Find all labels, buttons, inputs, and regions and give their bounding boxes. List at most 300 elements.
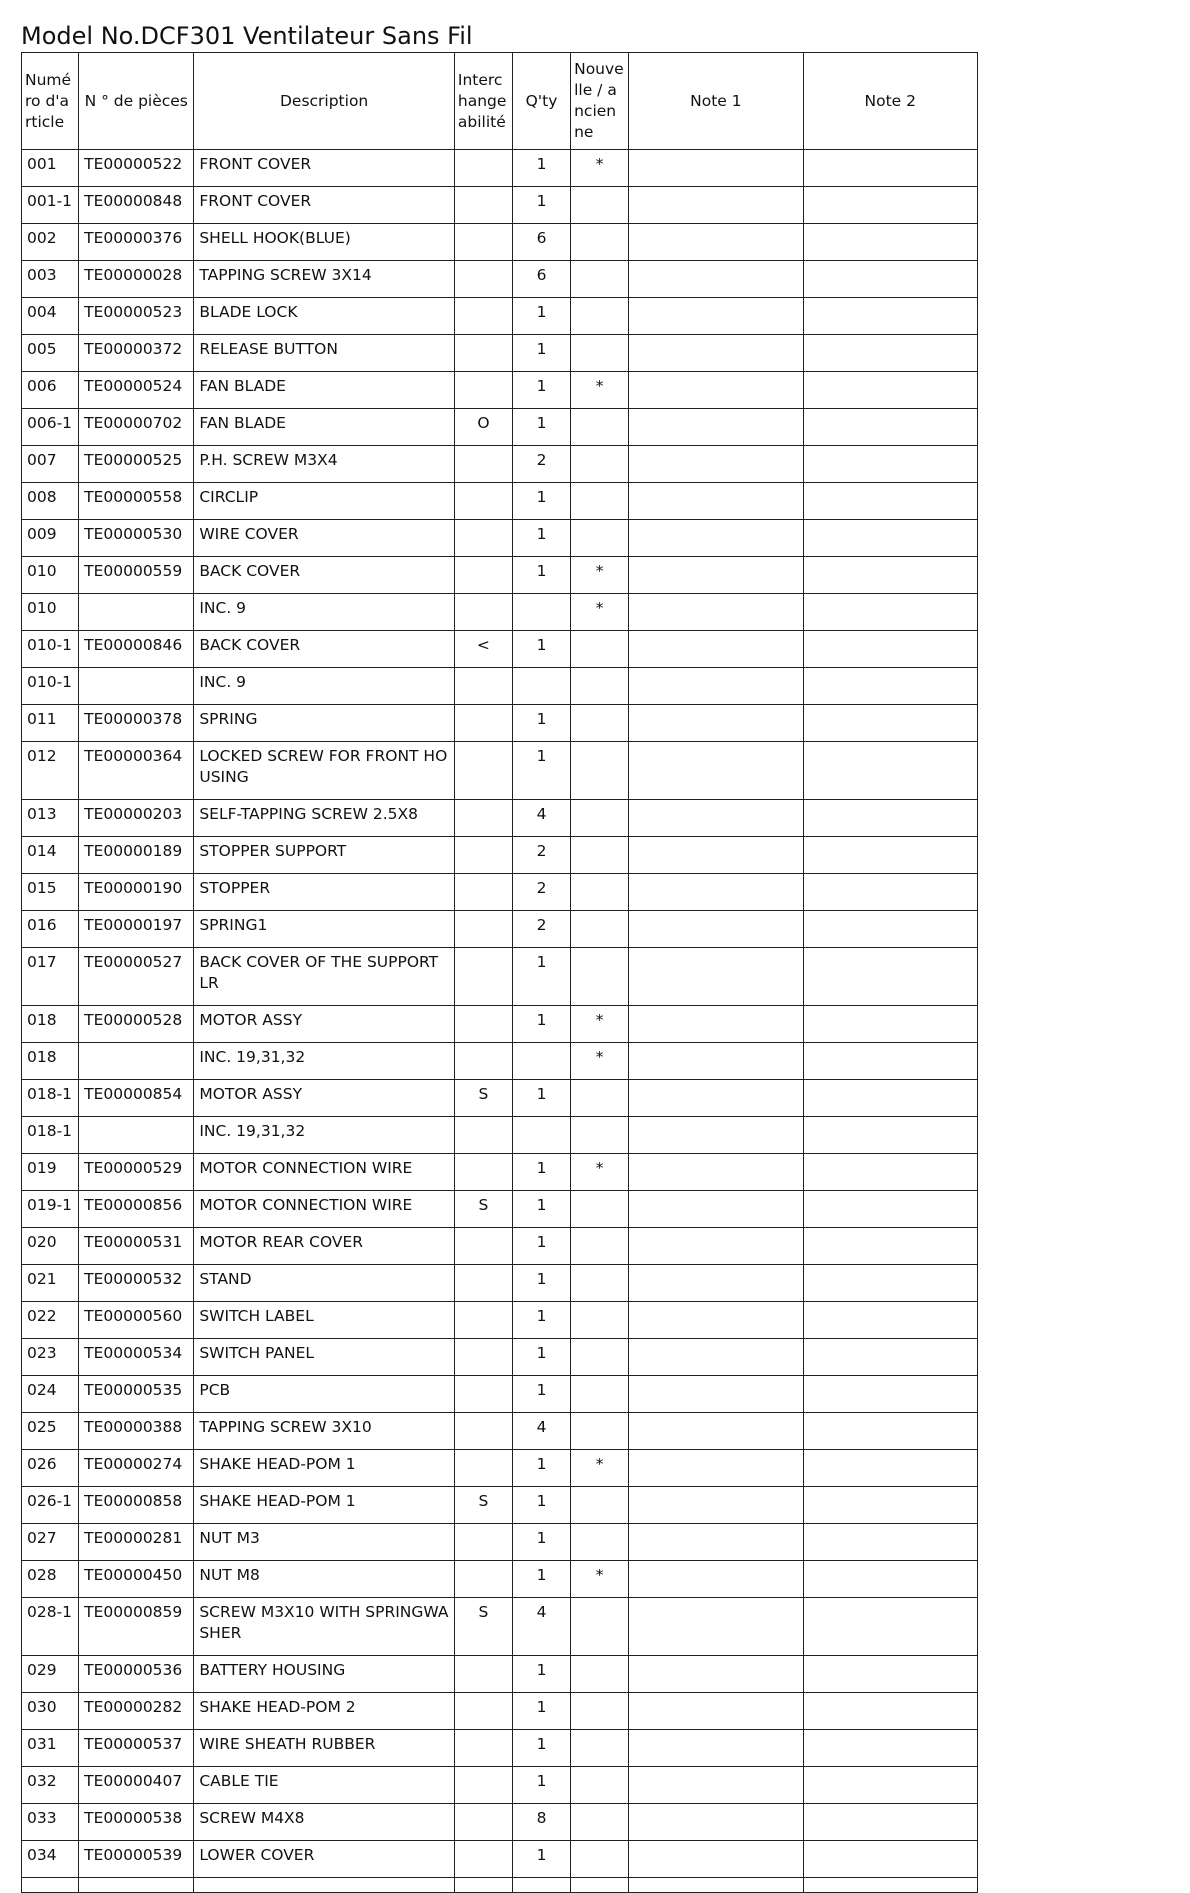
- cell-part-no: TE00000197: [79, 911, 194, 948]
- cell-note1: [629, 1006, 803, 1043]
- cell-description: LOCKED SCREW FOR FRONT HOUSING: [194, 742, 455, 800]
- table-row: [22, 1006, 978, 1043]
- cell-item-no: 011: [22, 705, 79, 742]
- cell-note2: [803, 1265, 977, 1302]
- cell-part-no: [79, 1043, 194, 1080]
- cell-item-no: 032: [22, 1767, 79, 1804]
- cell-new-old: [571, 1080, 629, 1117]
- cell-item-no: 005: [22, 335, 79, 372]
- cell-part-no: TE00000530: [79, 520, 194, 557]
- cell-description: INC. 9: [194, 594, 455, 631]
- cell-note2: [803, 372, 977, 409]
- cell-description: STOPPER: [194, 874, 455, 911]
- table-row: [22, 1450, 978, 1487]
- cell-item-no: 018: [22, 1006, 79, 1043]
- table-row: [22, 224, 978, 261]
- cell-new-old: *: [571, 1561, 629, 1598]
- cell-qty: 2: [512, 874, 570, 911]
- cell-interchangeability: O: [454, 409, 512, 446]
- cell-description: SPRING1: [194, 911, 455, 948]
- cell-part-no: TE00000189: [79, 837, 194, 874]
- cell-note1: [629, 1117, 803, 1154]
- cell-part-no: TE00000560: [79, 1302, 194, 1339]
- table-row: [22, 837, 978, 874]
- cell-qty: 1: [512, 1693, 570, 1730]
- cell-description: BACK COVER: [194, 631, 455, 668]
- cell-note2: [803, 1730, 977, 1767]
- cell-note1: [629, 1693, 803, 1730]
- cell-item-no: 026-1: [22, 1487, 79, 1524]
- cell-note1: [629, 261, 803, 298]
- table-row: [22, 631, 978, 668]
- cell-note2: [803, 187, 977, 224]
- cell-interchangeability: <: [454, 631, 512, 668]
- table-row: [22, 1767, 978, 1804]
- cell-description: MOTOR ASSY: [194, 1006, 455, 1043]
- cell-new-old: [571, 335, 629, 372]
- cell-qty: 1: [512, 372, 570, 409]
- cell-description: MOTOR CONNECTION WIRE: [194, 1191, 455, 1228]
- cell-note1: [629, 1376, 803, 1413]
- cell-note2: [803, 1841, 977, 1878]
- cell-item-no: 018: [22, 1043, 79, 1080]
- table-row: [22, 1693, 978, 1730]
- cell-description: SELF-TAPPING SCREW 2.5X8: [194, 800, 455, 837]
- table-row: [22, 1804, 978, 1841]
- cell-part-no: TE00000388: [79, 1413, 194, 1450]
- cell-description: TAPPING SCREW 3X14: [194, 261, 455, 298]
- cell-new-old: [571, 1117, 629, 1154]
- cell-part-no: TE00000538: [79, 1804, 194, 1841]
- cell-description: STOPPER SUPPORT: [194, 837, 455, 874]
- cell-interchangeability: [454, 1154, 512, 1191]
- cell-part-no: TE00000203: [79, 800, 194, 837]
- cell-item-no: 025: [22, 1413, 79, 1450]
- cell-note2: [803, 1191, 977, 1228]
- cell-item-no: 013: [22, 800, 79, 837]
- cell-note1: [629, 1656, 803, 1693]
- cell-item-no: 027: [22, 1524, 79, 1561]
- cell-part-no: TE00000558: [79, 483, 194, 520]
- cell-qty: 1: [512, 1006, 570, 1043]
- header-new-old: Nouvelle / ancienne: [571, 53, 629, 150]
- cell-note1: [629, 1080, 803, 1117]
- table-row: [22, 1339, 978, 1376]
- cell-qty: 1: [512, 1487, 570, 1524]
- cell-note2: [803, 335, 977, 372]
- cell-new-old: [571, 1524, 629, 1561]
- cell-part-no: TE00000539: [79, 1841, 194, 1878]
- cell-note2: [803, 668, 977, 705]
- table-row: [22, 409, 978, 446]
- cell-qty: 1: [512, 1265, 570, 1302]
- table-row: [22, 446, 978, 483]
- cell-interchangeability: S: [454, 1080, 512, 1117]
- cell-item-no: 019-1: [22, 1191, 79, 1228]
- table-row: [22, 1413, 978, 1450]
- cell-interchangeability: [454, 911, 512, 948]
- cell-interchangeability: [454, 1376, 512, 1413]
- cell-interchangeability: [454, 800, 512, 837]
- cell-part-no: TE00000522: [79, 150, 194, 187]
- cell-note1: [629, 631, 803, 668]
- cell-note1: [629, 948, 803, 1006]
- cell-note1: [629, 1228, 803, 1265]
- cell-description: BATTERY HOUSING: [194, 1656, 455, 1693]
- cell-new-old: [571, 668, 629, 705]
- cell-new-old: *: [571, 594, 629, 631]
- cell-note2: [803, 837, 977, 874]
- table-row: [22, 1598, 978, 1656]
- cell-part-no: TE00000858: [79, 1487, 194, 1524]
- cell-part-no: TE00000536: [79, 1656, 194, 1693]
- cell-note2: [803, 261, 977, 298]
- cell-description: SHAKE HEAD-POM 1: [194, 1450, 455, 1487]
- cell-note2: [803, 1524, 977, 1561]
- header-description: Description: [194, 53, 455, 150]
- cell-qty: 1: [512, 1339, 570, 1376]
- cell-part-no: TE00000523: [79, 298, 194, 335]
- cell-qty: 6: [512, 224, 570, 261]
- cell-note2: [803, 948, 977, 1006]
- header-note2: Note 2: [803, 53, 977, 150]
- cell-qty: 1: [512, 742, 570, 800]
- parts-table-container: [21, 52, 978, 1893]
- header-qty: Q'ty: [512, 53, 570, 150]
- cell-note1: [629, 483, 803, 520]
- table-row: [22, 1561, 978, 1598]
- cell-qty: 1: [512, 1191, 570, 1228]
- cell-new-old: *: [571, 1043, 629, 1080]
- cell-item-no: 012: [22, 742, 79, 800]
- cell-item-no: 018-1: [22, 1117, 79, 1154]
- cell-note2: [803, 409, 977, 446]
- cell-part-no: TE00000524: [79, 372, 194, 409]
- cell-part-no: TE00000859: [79, 1598, 194, 1656]
- cell-description: FAN BLADE: [194, 372, 455, 409]
- cell-new-old: [571, 1487, 629, 1524]
- cell-item-no: 034: [22, 1841, 79, 1878]
- cell-note1: [629, 1302, 803, 1339]
- cell-part-no: TE00000532: [79, 1265, 194, 1302]
- cell-interchangeability: [454, 1730, 512, 1767]
- cell-part-no: TE00000534: [79, 1339, 194, 1376]
- cell-interchangeability: [454, 261, 512, 298]
- cell-qty: 1: [512, 1524, 570, 1561]
- cell-interchangeability: [454, 520, 512, 557]
- cell-note1: [629, 1487, 803, 1524]
- cell-qty: 1: [512, 1154, 570, 1191]
- cell-note1: [629, 1598, 803, 1656]
- cell-interchangeability: [454, 187, 512, 224]
- table-row: [22, 1730, 978, 1767]
- cell-interchangeability: [454, 224, 512, 261]
- table-row: [22, 335, 978, 372]
- cell-qty: [512, 1043, 570, 1080]
- cell-new-old: [571, 1804, 629, 1841]
- cell-qty: [512, 668, 570, 705]
- cell-note2: [803, 1376, 977, 1413]
- empty-cell: [454, 1878, 512, 1893]
- cell-item-no: 031: [22, 1730, 79, 1767]
- cell-note2: [803, 1043, 977, 1080]
- cell-description: LOWER COVER: [194, 1841, 455, 1878]
- cell-item-no: 026: [22, 1450, 79, 1487]
- cell-item-no: 028-1: [22, 1598, 79, 1656]
- cell-interchangeability: [454, 335, 512, 372]
- cell-note2: [803, 1117, 977, 1154]
- table-row: [22, 1265, 978, 1302]
- cell-interchangeability: [454, 1413, 512, 1450]
- cell-new-old: [571, 261, 629, 298]
- header-interchangeability: Interchangeabilité: [454, 53, 512, 150]
- table-row: [22, 187, 978, 224]
- cell-note1: [629, 557, 803, 594]
- cell-part-no: TE00000702: [79, 409, 194, 446]
- cell-note1: [629, 742, 803, 800]
- cell-note2: [803, 520, 977, 557]
- cell-note2: [803, 1080, 977, 1117]
- cell-note2: [803, 557, 977, 594]
- cell-note1: [629, 837, 803, 874]
- cell-description: MOTOR CONNECTION WIRE: [194, 1154, 455, 1191]
- cell-interchangeability: [454, 1841, 512, 1878]
- cell-interchangeability: [454, 668, 512, 705]
- cell-note2: [803, 1154, 977, 1191]
- cell-note2: [803, 742, 977, 800]
- cell-note2: [803, 1413, 977, 1450]
- cell-qty: 1: [512, 335, 570, 372]
- cell-description: RELEASE BUTTON: [194, 335, 455, 372]
- cell-interchangeability: S: [454, 1598, 512, 1656]
- cell-interchangeability: [454, 594, 512, 631]
- cell-interchangeability: S: [454, 1191, 512, 1228]
- cell-note1: [629, 911, 803, 948]
- cell-note2: [803, 1450, 977, 1487]
- table-row: [22, 1841, 978, 1878]
- cell-description: WIRE SHEATH RUBBER: [194, 1730, 455, 1767]
- cell-new-old: [571, 948, 629, 1006]
- cell-note1: [629, 1265, 803, 1302]
- cell-interchangeability: [454, 705, 512, 742]
- cell-new-old: [571, 1598, 629, 1656]
- cell-item-no: 021: [22, 1265, 79, 1302]
- cell-description: SHAKE HEAD-POM 2: [194, 1693, 455, 1730]
- cell-note2: [803, 911, 977, 948]
- cell-new-old: *: [571, 150, 629, 187]
- cell-new-old: [571, 520, 629, 557]
- cell-note1: [629, 1413, 803, 1450]
- table-row: [22, 150, 978, 187]
- table-row: [22, 483, 978, 520]
- cell-part-no: [79, 594, 194, 631]
- cell-note1: [629, 446, 803, 483]
- cell-description: SWITCH PANEL: [194, 1339, 455, 1376]
- cell-note1: [629, 1191, 803, 1228]
- cell-description: FRONT COVER: [194, 150, 455, 187]
- cell-new-old: [571, 298, 629, 335]
- header-part-no: N ° de pièces: [79, 53, 194, 150]
- cell-item-no: 001-1: [22, 187, 79, 224]
- cell-qty: 1: [512, 1561, 570, 1598]
- cell-description: CIRCLIP: [194, 483, 455, 520]
- table-row-partial: [22, 1878, 978, 1893]
- cell-item-no: 001: [22, 150, 79, 187]
- cell-note1: [629, 1043, 803, 1080]
- cell-item-no: 010-1: [22, 668, 79, 705]
- cell-interchangeability: [454, 1265, 512, 1302]
- cell-note2: [803, 483, 977, 520]
- cell-qty: 1: [512, 705, 570, 742]
- table-row: [22, 1043, 978, 1080]
- table-row: [22, 948, 978, 1006]
- empty-cell: [629, 1878, 803, 1893]
- cell-interchangeability: [454, 1450, 512, 1487]
- cell-new-old: [571, 1191, 629, 1228]
- cell-note2: [803, 1006, 977, 1043]
- cell-item-no: 033: [22, 1804, 79, 1841]
- cell-item-no: 015: [22, 874, 79, 911]
- cell-item-no: 006-1: [22, 409, 79, 446]
- cell-note1: [629, 874, 803, 911]
- cell-note2: [803, 1561, 977, 1598]
- cell-part-no: TE00000364: [79, 742, 194, 800]
- cell-item-no: 008: [22, 483, 79, 520]
- cell-description: MOTOR REAR COVER: [194, 1228, 455, 1265]
- cell-qty: 1: [512, 483, 570, 520]
- cell-qty: 4: [512, 800, 570, 837]
- cell-interchangeability: [454, 1693, 512, 1730]
- cell-note2: [803, 1804, 977, 1841]
- cell-interchangeability: [454, 1043, 512, 1080]
- cell-item-no: 022: [22, 1302, 79, 1339]
- cell-item-no: 017: [22, 948, 79, 1006]
- cell-note1: [629, 1730, 803, 1767]
- cell-interchangeability: [454, 1339, 512, 1376]
- cell-description: FRONT COVER: [194, 187, 455, 224]
- cell-description: SHELL HOOK(BLUE): [194, 224, 455, 261]
- cell-new-old: [571, 1302, 629, 1339]
- empty-cell: [194, 1878, 455, 1893]
- cell-part-no: TE00000531: [79, 1228, 194, 1265]
- cell-item-no: 010-1: [22, 631, 79, 668]
- cell-part-no: TE00000282: [79, 1693, 194, 1730]
- cell-note1: [629, 1154, 803, 1191]
- table-row: [22, 520, 978, 557]
- cell-description: WIRE COVER: [194, 520, 455, 557]
- table-row: [22, 911, 978, 948]
- table-row: [22, 1191, 978, 1228]
- cell-interchangeability: [454, 1767, 512, 1804]
- cell-note1: [629, 668, 803, 705]
- cell-description: INC. 19,31,32: [194, 1043, 455, 1080]
- cell-new-old: [571, 1693, 629, 1730]
- cell-part-no: TE00000854: [79, 1080, 194, 1117]
- cell-part-no: [79, 1117, 194, 1154]
- cell-description: STAND: [194, 1265, 455, 1302]
- cell-new-old: [571, 800, 629, 837]
- cell-new-old: [571, 187, 629, 224]
- cell-qty: 4: [512, 1598, 570, 1656]
- cell-qty: 1: [512, 1080, 570, 1117]
- cell-new-old: [571, 483, 629, 520]
- cell-new-old: [571, 911, 629, 948]
- cell-interchangeability: [454, 837, 512, 874]
- cell-item-no: 007: [22, 446, 79, 483]
- cell-interchangeability: [454, 1656, 512, 1693]
- cell-part-no: TE00000528: [79, 1006, 194, 1043]
- table-header: [22, 53, 978, 150]
- cell-new-old: [571, 446, 629, 483]
- cell-qty: 1: [512, 409, 570, 446]
- cell-interchangeability: [454, 742, 512, 800]
- cell-part-no: TE00000529: [79, 1154, 194, 1191]
- cell-interchangeability: S: [454, 1487, 512, 1524]
- cell-interchangeability: [454, 1006, 512, 1043]
- cell-item-no: 002: [22, 224, 79, 261]
- header-note1: Note 1: [629, 53, 803, 150]
- cell-qty: 1: [512, 520, 570, 557]
- cell-qty: 1: [512, 298, 570, 335]
- cell-qty: [512, 594, 570, 631]
- cell-note1: [629, 594, 803, 631]
- cell-part-no: TE00000525: [79, 446, 194, 483]
- cell-qty: 1: [512, 1730, 570, 1767]
- cell-interchangeability: [454, 150, 512, 187]
- cell-qty: [512, 1117, 570, 1154]
- cell-note2: [803, 150, 977, 187]
- cell-qty: 1: [512, 631, 570, 668]
- cell-qty: 1: [512, 557, 570, 594]
- cell-item-no: 010: [22, 557, 79, 594]
- table-row: [22, 1117, 978, 1154]
- cell-description: BACK COVER OF THE SUPPORT LR: [194, 948, 455, 1006]
- table-row: [22, 1154, 978, 1191]
- cell-interchangeability: [454, 446, 512, 483]
- cell-interchangeability: [454, 483, 512, 520]
- cell-new-old: [571, 1767, 629, 1804]
- cell-qty: 1: [512, 1228, 570, 1265]
- cell-note1: [629, 1841, 803, 1878]
- cell-interchangeability: [454, 1302, 512, 1339]
- cell-description: NUT M8: [194, 1561, 455, 1598]
- cell-description: FAN BLADE: [194, 409, 455, 446]
- cell-item-no: 018-1: [22, 1080, 79, 1117]
- cell-note2: [803, 631, 977, 668]
- cell-new-old: *: [571, 1450, 629, 1487]
- cell-part-no: TE00000559: [79, 557, 194, 594]
- empty-cell: [512, 1878, 570, 1893]
- cell-note2: [803, 1598, 977, 1656]
- cell-part-no: TE00000535: [79, 1376, 194, 1413]
- cell-part-no: TE00000281: [79, 1524, 194, 1561]
- cell-note1: [629, 409, 803, 446]
- cell-item-no: 006: [22, 372, 79, 409]
- table-row: [22, 1656, 978, 1693]
- cell-interchangeability: [454, 1561, 512, 1598]
- cell-item-no: 024: [22, 1376, 79, 1413]
- table-row: [22, 1228, 978, 1265]
- table-body: [22, 150, 978, 1893]
- cell-interchangeability: [454, 557, 512, 594]
- cell-part-no: TE00000274: [79, 1450, 194, 1487]
- cell-description: SHAKE HEAD-POM 1: [194, 1487, 455, 1524]
- cell-note1: [629, 800, 803, 837]
- cell-new-old: [571, 1228, 629, 1265]
- cell-part-no: TE00000848: [79, 187, 194, 224]
- empty-cell: [803, 1878, 977, 1893]
- cell-note2: [803, 594, 977, 631]
